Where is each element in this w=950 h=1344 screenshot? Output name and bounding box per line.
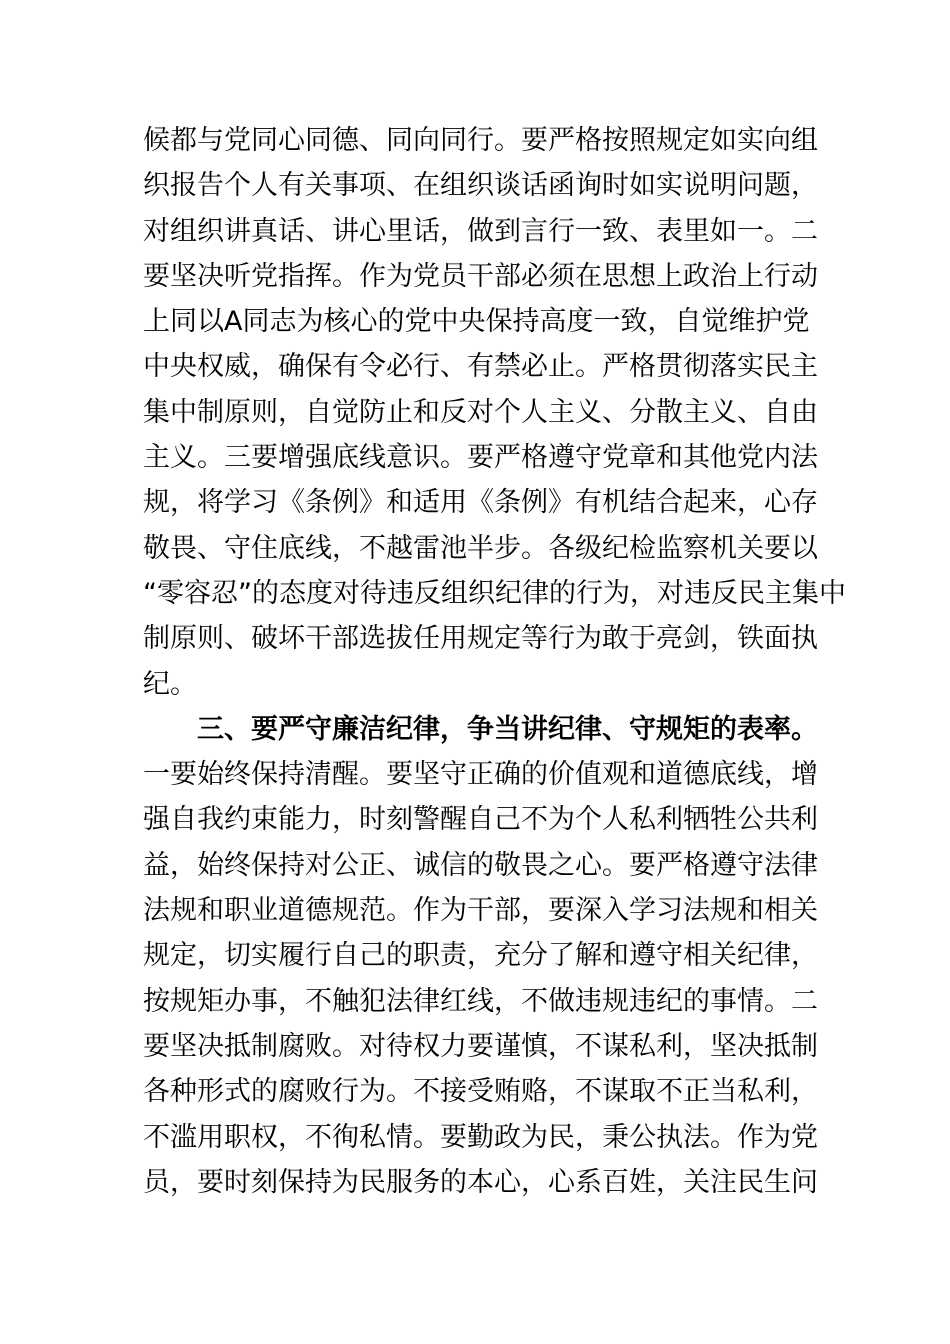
text-line: 要坚决抵制腐败。对待权力要谨慎，不谋私利，坚决抵制 bbox=[143, 1030, 818, 1062]
text-line: 纪。 bbox=[143, 668, 197, 700]
text-line: 一要始终保持清醒。要坚守正确的价值观和道德底线，增 bbox=[143, 759, 818, 791]
text-line: 不滥用职权，不徇私情。要勤政为民，秉公执法。作为党 bbox=[143, 1121, 818, 1153]
text-line: “零容忍”的态度对待违反组织纪律的行为，对违反民主集中 bbox=[143, 577, 846, 609]
text-line: 各种形式的腐败行为。不接受贿赂，不谋取不正当私利， bbox=[143, 1076, 818, 1108]
text-line: 敬畏、守住底线，不越雷池半步。各级纪检监察机关要以 bbox=[143, 532, 818, 564]
document-body bbox=[143, 118, 846, 1205]
text-line: 中央权威，确保有令必行、有禁必止。严格贯彻落实民主 bbox=[143, 351, 818, 383]
text-line: 法规和职业道德规范。作为干部，要深入学习法规和相关 bbox=[143, 895, 818, 927]
text-line: 织报告个人有关事项、在组织谈话函询时如实说明问题， bbox=[143, 170, 818, 202]
text-line: 强自我约束能力，时刻警醒自己不为个人私利牺牲公共利 bbox=[143, 804, 818, 836]
section-heading-line bbox=[143, 707, 818, 752]
section-heading: 三、要严守廉洁纪律，争当讲纪律、守规矩的表率。 bbox=[197, 713, 818, 745]
text-line: 规，将学习《条例》和适用《条例》有机结合起来，心存 bbox=[143, 487, 818, 519]
paragraph-2 bbox=[143, 707, 818, 1205]
text-line: 规定，切实履行自己的职责，充分了解和遵守相关纪律， bbox=[143, 940, 818, 972]
text-line: 集中制原则，自觉防止和反对个人主义、分散主义、自由 bbox=[143, 396, 818, 428]
text-line: 候都与党同心同德、同向同行。要严格按照规定如实向组 bbox=[143, 125, 818, 156]
text-line: 按规矩办事，不触犯法律红线，不做违规违纪的事情。二 bbox=[143, 985, 818, 1017]
paragraph-1 bbox=[143, 118, 846, 707]
text-line: 上同以A同志为核心的党中央保持高度一致，自觉维护党 bbox=[143, 306, 810, 338]
text-line: 要坚决听党指挥。作为党员干部必须在思想上政治上行动 bbox=[143, 260, 818, 292]
text-line: 制原则、破坏干部选拔任用规定等行为敢于亮剑，铁面执 bbox=[143, 623, 818, 655]
text-line: 益，始终保持对公正、诚信的敬畏之心。要严格遵守法律 bbox=[143, 849, 818, 881]
text-line: 主义。三要增强底线意识。要严格遵守党章和其他党内法 bbox=[143, 442, 818, 474]
text-line: 员，要时刻保持为民服务的本心，心系百姓，关注民生问 bbox=[143, 1166, 818, 1198]
text-line: 对组织讲真话、讲心里话，做到言行一致、表里如一。二 bbox=[143, 215, 818, 247]
